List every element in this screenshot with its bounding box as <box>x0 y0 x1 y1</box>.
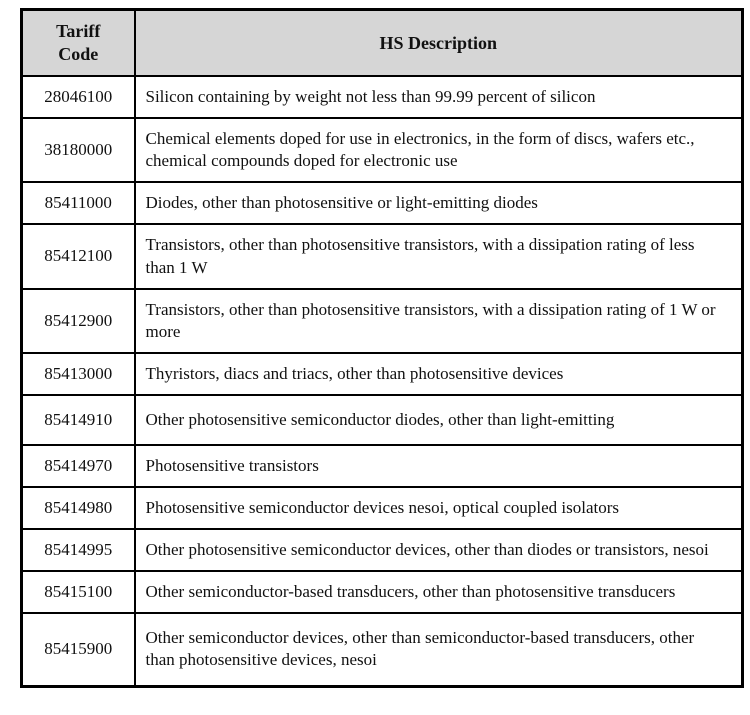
table-row <box>22 445 743 487</box>
hs-description-cell: Photosensitive semiconductor devices nesoi, optical coupled isolators <box>135 487 743 529</box>
hs-description-cell: Other photosensitive semiconductor diodes, other than light-emitting <box>135 395 743 445</box>
hs-description-cell: Transistors, other than photosensitive transistors, with a dissipation rating of 1 W or more <box>135 289 743 353</box>
tariff-hs-table <box>20 8 744 688</box>
tariff-table-container <box>20 8 744 688</box>
table-row <box>22 182 743 224</box>
table-row <box>22 118 743 182</box>
hs-description-cell: Transistors, other than photosensitive transistors, with a dissipation rating of less than 1 W <box>135 224 743 288</box>
tariff-code-cell: 85415100 <box>22 571 135 613</box>
tariff-code-cell: 85414970 <box>22 445 135 487</box>
table-row <box>22 395 743 445</box>
table-header <box>22 10 743 77</box>
table-body <box>22 76 743 686</box>
table-row <box>22 529 743 571</box>
hs-description-cell: Chemical elements doped for use in electronics, in the form of discs, wafers etc., chemical compounds doped for electronic use <box>135 118 743 182</box>
header-hs-description <box>135 10 743 77</box>
table-row <box>22 353 743 395</box>
hs-description-cell: Diodes, other than photosensitive or light-emitting diodes <box>135 182 743 224</box>
tariff-code-cell: 85414980 <box>22 487 135 529</box>
tariff-code-cell: 85412900 <box>22 289 135 353</box>
header-hs-description-label: HS Description <box>379 32 497 53</box>
header-tariff-code-label: Tariff Code <box>56 21 101 65</box>
table-row <box>22 289 743 353</box>
hs-description-cell: Photosensitive transistors <box>135 445 743 487</box>
hs-description-cell: Silicon containing by weight not less than 99.99 percent of silicon <box>135 76 743 118</box>
table-row <box>22 76 743 118</box>
tariff-code-cell: 85412100 <box>22 224 135 288</box>
table-row <box>22 613 743 686</box>
hs-description-cell: Thyristors, diacs and triacs, other than photosensitive devices <box>135 353 743 395</box>
tariff-code-cell: 38180000 <box>22 118 135 182</box>
tariff-code-cell: 85415900 <box>22 613 135 686</box>
header-tariff-code <box>22 10 135 77</box>
table-row <box>22 224 743 288</box>
tariff-code-cell: 85414995 <box>22 529 135 571</box>
table-row <box>22 487 743 529</box>
table-header-row <box>22 10 743 77</box>
table-row <box>22 571 743 613</box>
tariff-code-cell: 85413000 <box>22 353 135 395</box>
hs-description-cell: Other semiconductor-based transducers, other than photosensitive transducers <box>135 571 743 613</box>
tariff-code-cell: 85414910 <box>22 395 135 445</box>
tariff-code-cell: 28046100 <box>22 76 135 118</box>
tariff-code-cell: 85411000 <box>22 182 135 224</box>
hs-description-cell: Other photosensitive semiconductor devices, other than diodes or transistors, nesoi <box>135 529 743 571</box>
hs-description-cell: Other semiconductor devices, other than semiconductor-based transducers, other than photosensitive devices, nesoi <box>135 613 743 686</box>
